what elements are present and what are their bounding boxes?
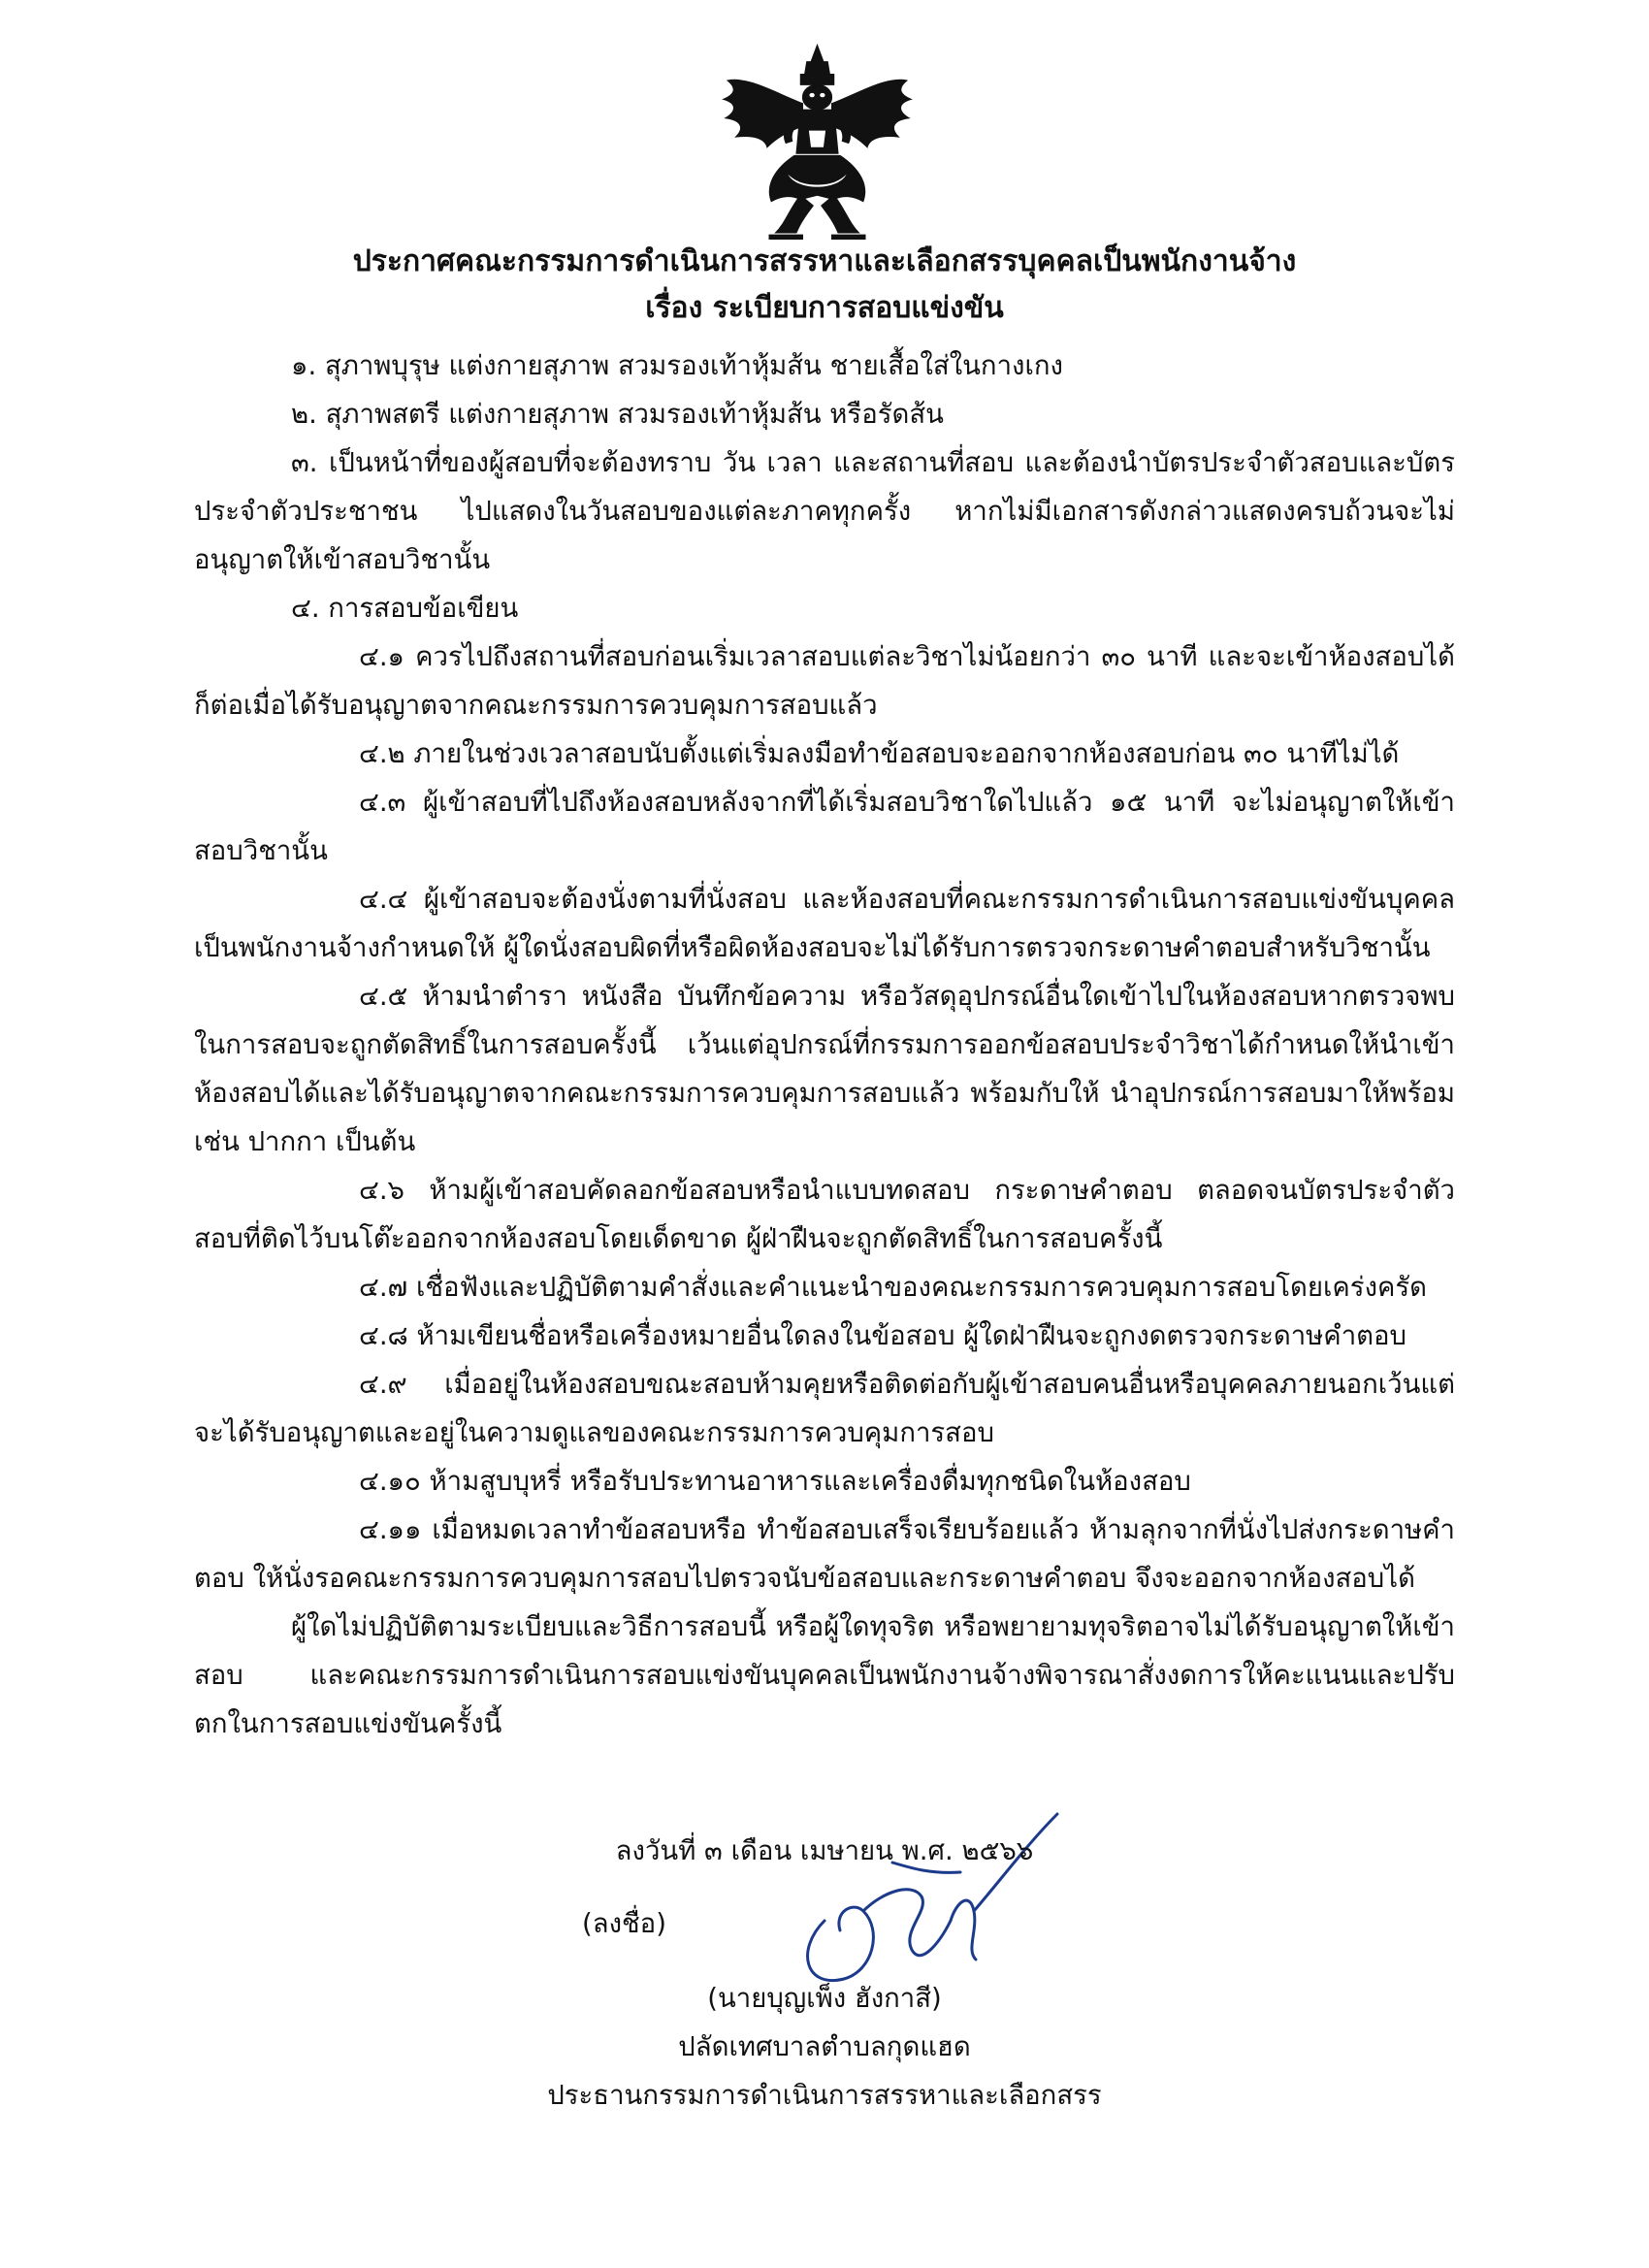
announcement-title: ประกาศคณะกรรมการดำเนินการสรรหาและเลือกสรรบุคคลเป็นพนักงานจ้าง [352, 244, 1297, 278]
list-item: ๒. สุภาพสตรี แต่งกายสุภาพ สวมรองเท้าหุ้มส้น หรือรัดส้น [291, 399, 944, 430]
signer-name: (นายบุญเพ็ง ฮังกาสี) [707, 1983, 942, 2014]
list-item: ๑. สุภาพบุรุษ แต่งกายสุภาพ สวมรองเท้าหุ้มส้น ชายเสื้อใส่ในกางเกง [291, 350, 1063, 381]
signing-date: ลงวันที่ ๓ เดือน เมษายน พ.ศ. ๒๕๖๖ [615, 1835, 1034, 1866]
signature-label: (ลงชื่อ) [582, 1908, 666, 1939]
list-item: ๓. เป็นหน้าที่ของผู้สอบที่จะต้องทราบ วัน เวลา และสถานที่สอบ และต้องนำบัตรประจำตัวสอบและบัตรประจำตัวประชาชน ไปแสดงในวันสอบของแต่ละภาคทุกครั้ง หากไม่มีเอกสารดังกล่าวแสดงครบถ้วนจะไม่อนุญาตให้เข้าสอบวิชานั้น [194, 447, 1455, 575]
sub-list-item: ๔.๗ เชื่อฟังและปฏิบัติตามคำสั่งและคำแนะนำของคณะกรรมการควบคุมการสอบโดยเคร่งครัด [359, 1272, 1428, 1303]
sub-list-item: ๔.๙ เมื่ออยู่ในห้องสอบขณะสอบห้ามคุยหรือติดต่อกับผู้เข้าสอบคนอื่นหรือบุคคลภายนอกเว้นแต่จะได้รับอนุญาตและอยู่ในความดูแลของคณะกรรมการควบคุมการสอบ [194, 1369, 1455, 1448]
garuda-emblem-icon [713, 39, 922, 247]
sub-list-item: ๔.๒ ภายในช่วงเวลาสอบนับตั้งแต่เริ่มลงมือทำข้อสอบจะออกจากห้องสอบก่อน ๓๐ นาทีไม่ได้ [359, 738, 1400, 769]
document-body [194, 341, 1455, 1748]
sub-list-item: ๔.๔ ผู้เข้าสอบจะต้องนั่งตามที่นั่งสอบ และห้องสอบที่คณะกรรมการดำเนินการสอบแข่งขันบุคคลเป็นพนักงานจ้างกำหนดให้ ผู้ใดนั่งสอบผิดที่หรือผิดห้องสอบจะไม่ได้รับการตรวจกระดาษคำตอบสำหรับวิชานั้น [194, 884, 1455, 963]
announcement-subject: เรื่อง ระเบียบการสอบแข่งขัน [645, 291, 1004, 325]
sub-list-item: ๔.๘ ห้ามเขียนชื่อหรือเครื่องหมายอื่นใดลงในข้อสอบ ผู้ใดฝ่าฝืนจะถูกงดตรวจกระดาษคำตอบ [359, 1320, 1406, 1351]
sub-list-item: ๔.๖ ห้ามผู้เข้าสอบคัดลอกข้อสอบหรือนำแบบทดสอบ กระดาษคำตอบ ตลอดจนบัตรประจำตัวสอบที่ติดไว้บนโต๊ะออกจากห้องสอบโดยเด็ดขาด ผู้ฝ่าฝืนจะถูกตัดสิทธิ์ในการสอบครั้งนี้ [194, 1175, 1455, 1254]
sub-list-item: ๔.๑ ควรไปถึงสถานที่สอบก่อนเริ่มเวลาสอบแต่ละวิชาไม่น้อยกว่า ๓๐ นาที และจะเข้าห้องสอบได้ก็ต่อเมื่อได้รับอนุญาตจากคณะกรรมการควบคุมการสอบแล้ว [194, 641, 1455, 721]
closing-paragraph: ผู้ใดไม่ปฏิบัติตามระเบียบและวิธีการสอบนี้ หรือผู้ใดทุจริต หรือพยายามทุจริตอาจไม่ได้รับอนุญาตให้เข้าสอบ และคณะกรรมการดำเนินการสอบแข่งขันบุคคลเป็นพนักงานจ้างพิจารณาสั่งงดการให้คะแนนและปรับตกในการสอบแข่งขันครั้งนี้ [194, 1611, 1455, 1739]
sub-list-item: ๔.๑๐ ห้ามสูบบุหรี่ หรือรับประทานอาหารและเครื่องดื่มทุกชนิดในห้องสอบ [359, 1466, 1191, 1497]
sub-list-item: ๔.๓ ผู้เข้าสอบที่ไปถึงห้องสอบหลังจากที่ได้เริ่มสอบวิชาใดไปแล้ว ๑๕ นาที จะไม่อนุญาตให้เข้าสอบวิชานั้น [194, 787, 1455, 866]
signer-position: ปลัดเทศบาลตำบลกุดแฮด [678, 2031, 971, 2062]
signer-committee-role: ประธานกรรมการดำเนินการสรรหาและเลือกสรร [547, 2080, 1102, 2111]
sub-list-item: ๔.๕ ห้ามนำตำรา หนังสือ บันทึกข้อความ หรือวัสดุอุปกรณ์อื่นใดเข้าไปในห้องสอบหากตรวจพบในการสอบจะถูกตัดสิทธิ์ในการสอบครั้งนี้ เว้นแต่อุปกรณ์ที่กรรมการออกข้อสอบประจำวิชาได้กำหนดให้นำเข้าห้องสอบได้และได้รับอนุญาตจากคณะกรรมการควบคุมการสอบแล้ว พร้อมกับให้ นำอุปกรณ์การสอบมาให้พร้อม เช่น ปากกา เป็นต้น [194, 981, 1455, 1157]
sub-list-item: ๔.๑๑ เมื่อหมดเวลาทำข้อสอบหรือ ทำข้อสอบเสร็จเรียบร้อยแล้ว ห้ามลุกจากที่นั่งไปส่งกระดาษคำตอบ ให้นั่งรอคณะกรรมการควบคุมการสอบไปตรวจนับข้อสอบและกระดาษคำตอบ จึงจะออกจากห้องสอบได้ [194, 1514, 1455, 1594]
list-item: ๔. การสอบข้อเขียน [291, 593, 519, 624]
